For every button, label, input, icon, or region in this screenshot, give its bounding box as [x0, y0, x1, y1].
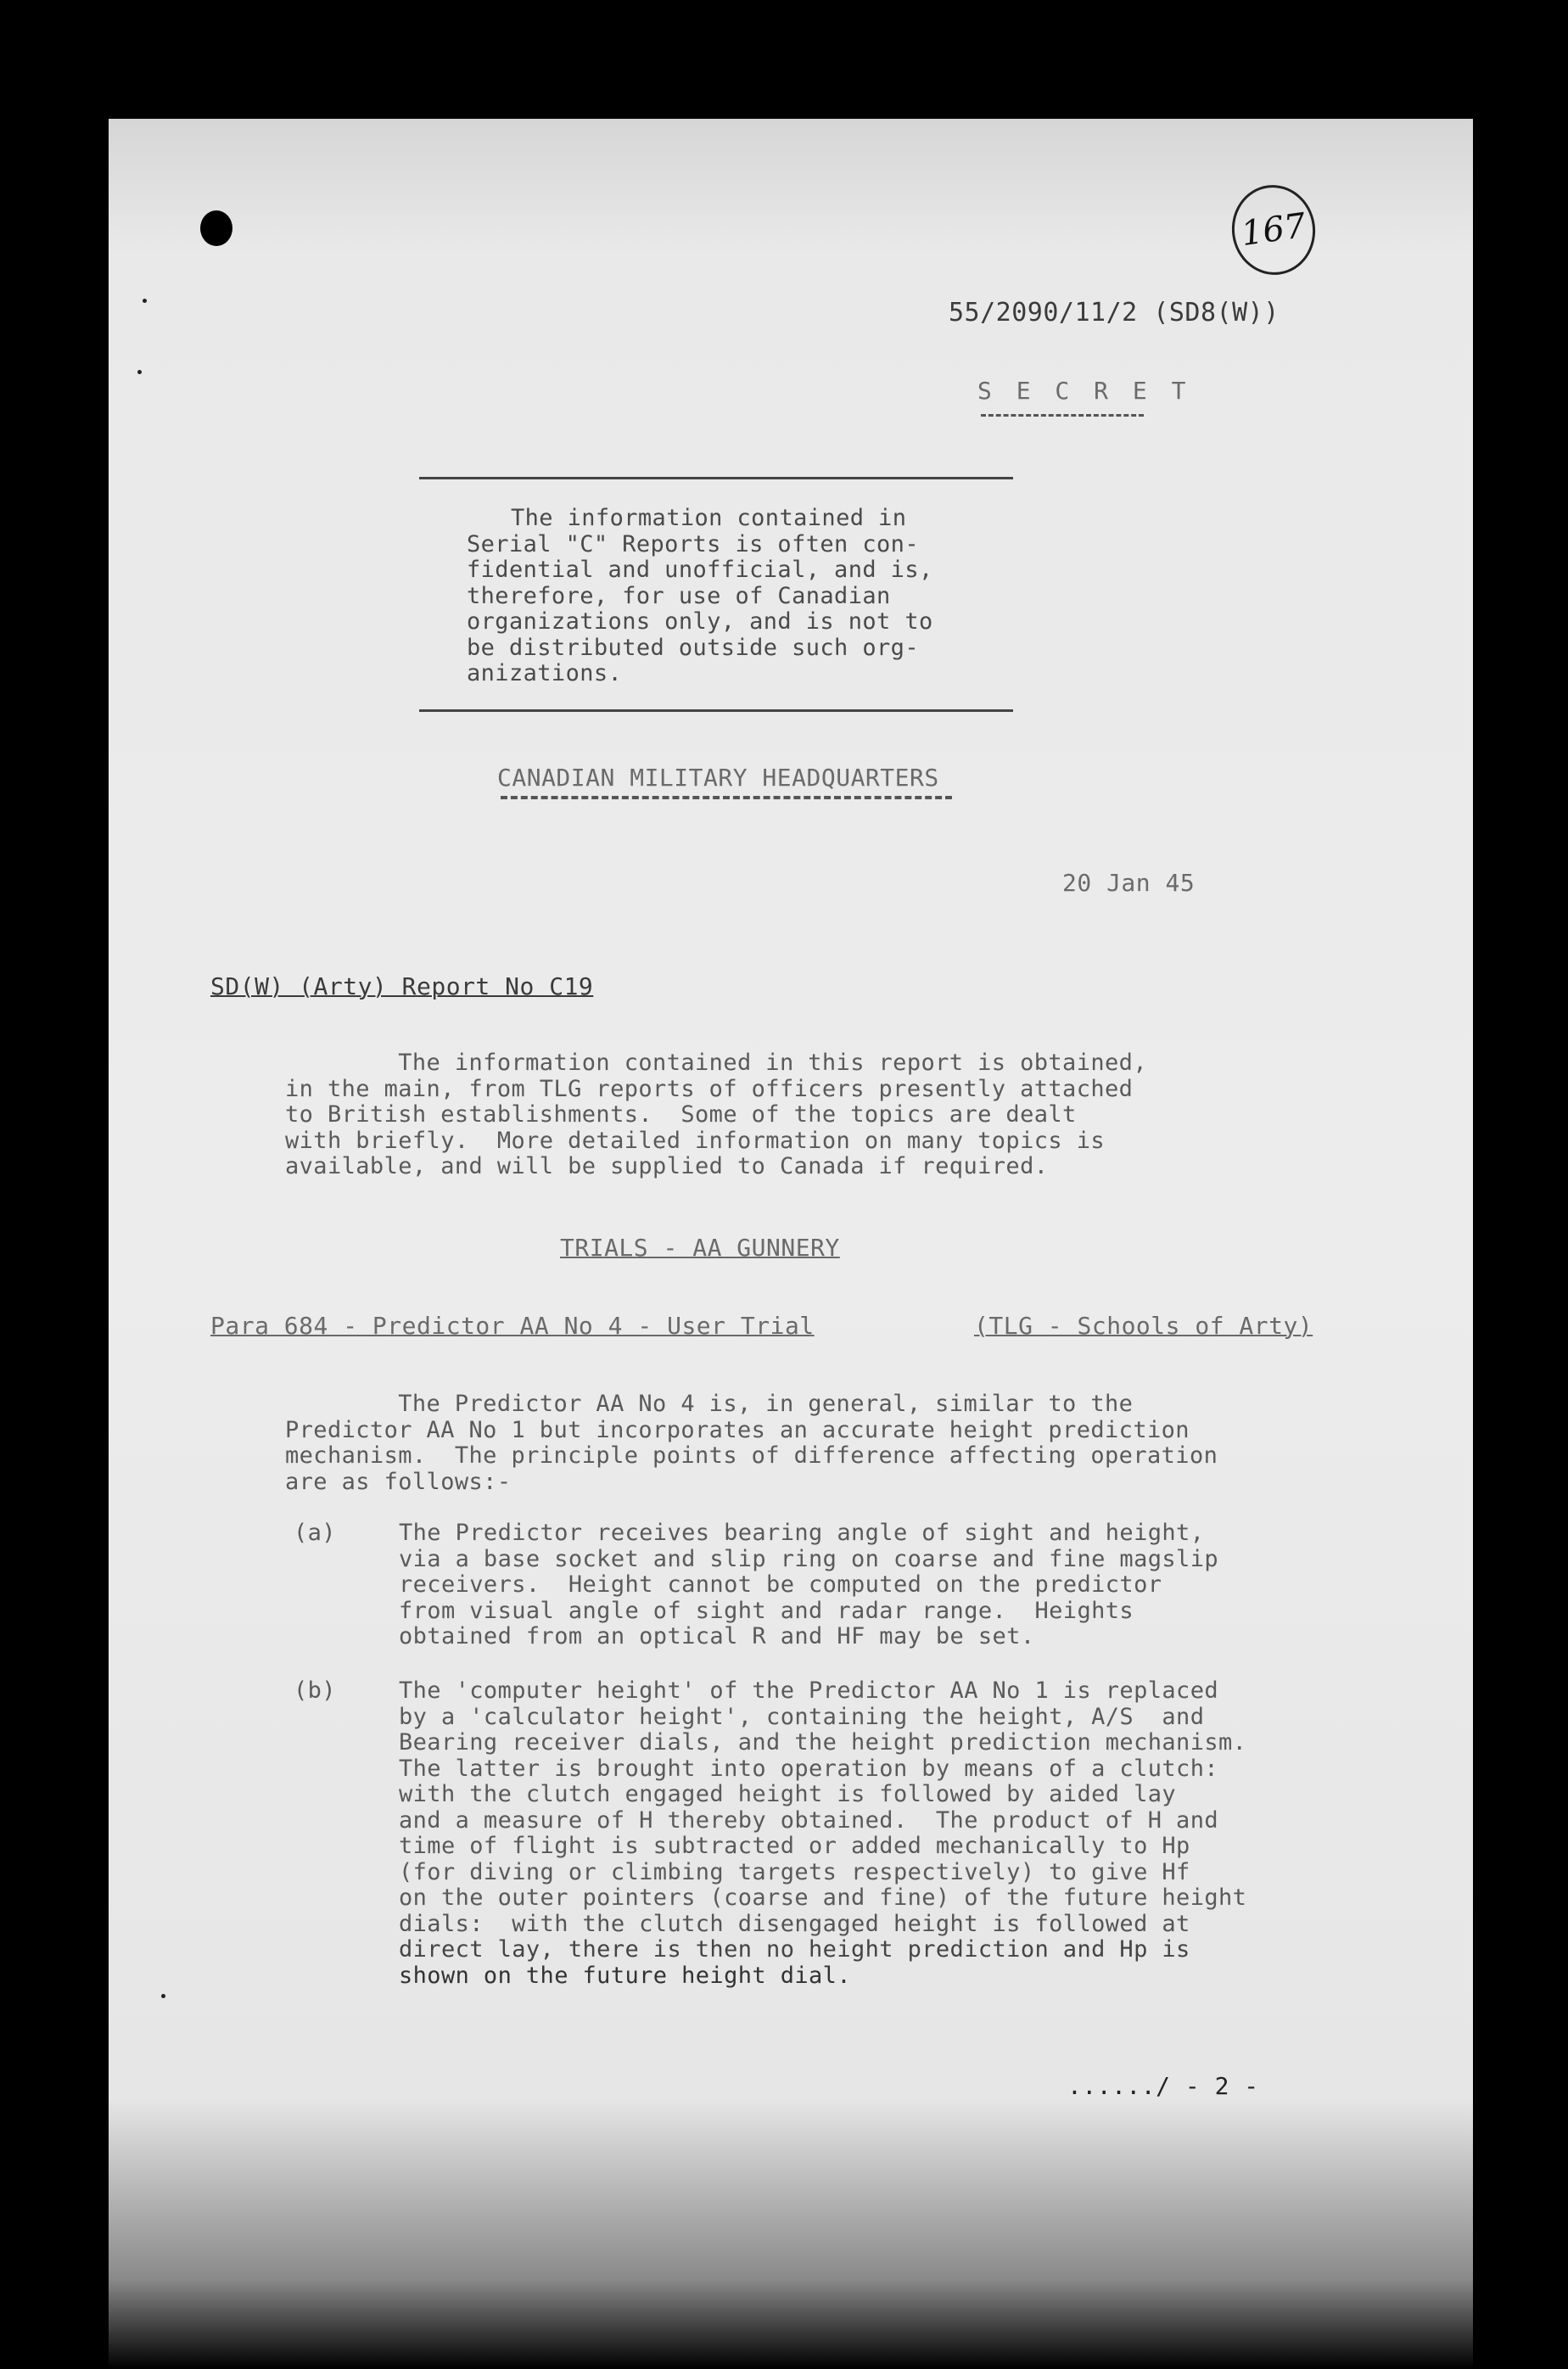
notice-line: Serial "C" Reports is often con- [467, 530, 919, 557]
classification-marking: S E C R E T [977, 377, 1191, 405]
body-line: are as follows:- [285, 1468, 512, 1495]
item-line: from visual angle of sight and radar range. Heights [399, 1597, 1134, 1624]
intro-paragraph [285, 1050, 1147, 1180]
item-line: receivers. Height cannot be computed on the predictor [399, 1571, 1162, 1598]
item-line: direct lay, there is then no height prediction and Hp is [399, 1936, 1190, 1963]
intro-line: The information contained in this report is obtained, [285, 1050, 1147, 1076]
report-date: 20 Jan 45 [1062, 869, 1196, 897]
item-line: time of flight is subtracted or added mechanically to Hp [399, 1833, 1190, 1859]
item-line: on the outer pointers (coarse and fine) of the future height [399, 1885, 1247, 1911]
body-line: mechanism. The principle points of difference affecting operation [285, 1442, 1218, 1469]
file-reference: 55/2090/11/2 (SD8(W)) [949, 298, 1280, 328]
item-line: Bearing receiver dials, and the height prediction mechanism. [399, 1729, 1247, 1756]
item-line: and a measure of H thereby obtained. The product of H and [399, 1806, 1219, 1834]
notice-line: fidential and unofficial, and is, [467, 557, 933, 583]
item-b-text [399, 1678, 1246, 1989]
page-number-stamp: 167 [1226, 180, 1321, 281]
paragraph-heading: Para 684 - Predictor AA No 4 - User Trial [210, 1312, 815, 1340]
item-b-label: (b) [294, 1677, 336, 1704]
item-line: via a base socket and slip ring on coarse and fine magslip [399, 1545, 1219, 1572]
item-line: shown on the future height dial. [399, 1962, 851, 1989]
continuation-marker: ....../ - 2 - [1067, 2072, 1259, 2100]
item-a-text [399, 1521, 1218, 1650]
paragraph-source: (TLG - Schools of Arty) [974, 1312, 1313, 1340]
intro-line: to British establishments. Some of the topics are dealt [285, 1101, 1077, 1128]
item-line: The Predictor receives bearing angle of sight and height, [399, 1520, 1205, 1546]
speck [137, 370, 142, 374]
item-line: with the clutch engaged height is followed by aided lay [399, 1781, 1177, 1807]
item-line: The latter is brought into operation by means of a clutch: [399, 1755, 1219, 1782]
item-line: obtained from an optical R and HF may be set. [399, 1623, 1035, 1649]
notice-line: anizations. [467, 660, 623, 686]
section-heading: TRIALS - AA GUNNERY [560, 1234, 840, 1262]
item-line: (for diving or climbing targets respectively) to give Hf [399, 1858, 1190, 1885]
notice-line: therefore, for use of Canadian [467, 582, 891, 609]
classification-underline [981, 414, 1144, 417]
item-line: dials: with the clutch disengaged height is followed at [399, 1910, 1190, 1937]
body-intro-paragraph [285, 1392, 1218, 1495]
organization-heading: CANADIAN MILITARY HEADQUARTERS [497, 764, 939, 792]
intro-line: in the main, from TLG reports of officers presently attached [285, 1075, 1134, 1102]
confidentiality-notice [467, 506, 933, 687]
organization-underline [501, 796, 952, 799]
body-line: Predictor AA No 1 but incorporates an accurate height prediction [285, 1416, 1190, 1443]
item-a-label: (a) [294, 1520, 336, 1546]
notice-line: be distributed outside such org- [467, 634, 919, 661]
item-line: by a 'calculator height', containing the height, A/S and [399, 1703, 1205, 1730]
punch-hole [200, 210, 232, 246]
notice-line: organizations only, and is not to [467, 608, 933, 635]
body-line: The Predictor AA No 4 is, in general, similar to the [285, 1391, 1134, 1417]
notice-bottom-rule [419, 709, 1013, 712]
item-line: The 'computer height' of the Predictor AA No 1 is replaced [399, 1677, 1219, 1704]
intro-line: available, and will be supplied to Canada if required. [285, 1153, 1049, 1179]
notice-line: The information contained in [511, 505, 907, 531]
speck [161, 1994, 165, 1998]
speck [143, 299, 147, 303]
report-title: SD(W) (Arty) Report No C19 [210, 972, 594, 1000]
notice-top-rule [419, 477, 1013, 479]
intro-line: with briefly. More detailed information on many topics is [285, 1127, 1106, 1154]
